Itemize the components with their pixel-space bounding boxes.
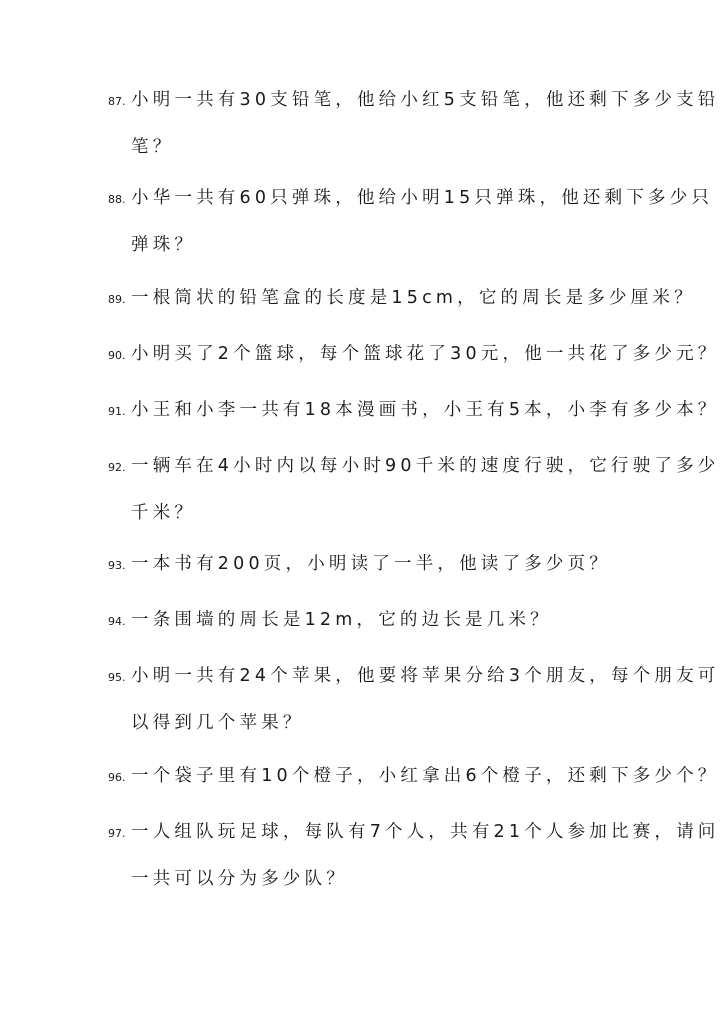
question-line [108,552,668,576]
question-number: 89. [108,293,126,306]
question-number: 97. [108,827,126,840]
question-number: 95. [108,671,126,684]
question-number: 92. [108,461,126,474]
question-number: 93. [108,559,126,572]
question-number: 87. [108,95,126,108]
question-line [108,398,720,422]
question-line [108,88,720,112]
question-line [108,342,720,366]
question-94 [108,608,668,632]
question-text: 一条围墙的周长是12m，它的边长是几米？ [131,610,552,630]
question-line [108,820,720,844]
question-96 [108,764,720,788]
question-95 [108,664,720,735]
question-93 [108,552,668,576]
question-number: 94. [108,615,126,628]
question-line: 以得到几个苹果？ [131,713,305,733]
question-text: 小华一共有60只弹珠，他给小明15只弹珠，他还剩下多少只 [131,188,714,208]
question-number: 96. [108,771,126,784]
question-87 [108,88,720,159]
question-line [108,186,714,210]
question-line [108,454,720,478]
question-text: 一个袋子里有10个橙子，小红拿出6个橙子，还剩下多少个？ [131,766,720,786]
question-line: 笔？ [131,137,175,157]
question-text: 一本书有200页，小明读了一半，他读了多少页？ [131,554,612,574]
question-number: 88. [108,193,126,206]
question-text: 一根筒状的铅笔盒的长度是15cm，它的周长是多少厘米？ [131,288,696,308]
question-text: 一人组队玩足球，每队有7个人，共有21个人参加比赛，请问 [131,822,720,842]
question-text: 小明买了2个篮球，每个篮球花了30元，他一共花了多少元？ [131,344,720,364]
question-line [108,286,696,310]
question-line [108,764,720,788]
question-88 [108,186,714,257]
question-97 [108,820,720,891]
question-91 [108,398,720,422]
question-92 [108,454,720,525]
question-line: 千米？ [131,503,197,523]
question-line: 弹珠？ [131,235,197,255]
question-text: 小明一共有30支铅笔，他给小红5支铅笔，他还剩下多少支铅 [131,90,720,110]
question-89 [108,286,696,310]
question-text: 小明一共有24个苹果，他要将苹果分给3个朋友，每个朋友可 [131,666,720,686]
question-line [108,664,720,688]
question-90 [108,342,720,366]
question-line [108,608,668,632]
question-text: 小王和小李一共有18本漫画书，小王有5本，小李有多少本？ [131,400,720,420]
question-number: 91. [108,405,126,418]
question-number: 90. [108,349,126,362]
question-line: 一共可以分为多少队？ [131,869,348,889]
question-text: 一辆车在4小时内以每小时90千米的速度行驶，它行驶了多少 [131,456,720,476]
